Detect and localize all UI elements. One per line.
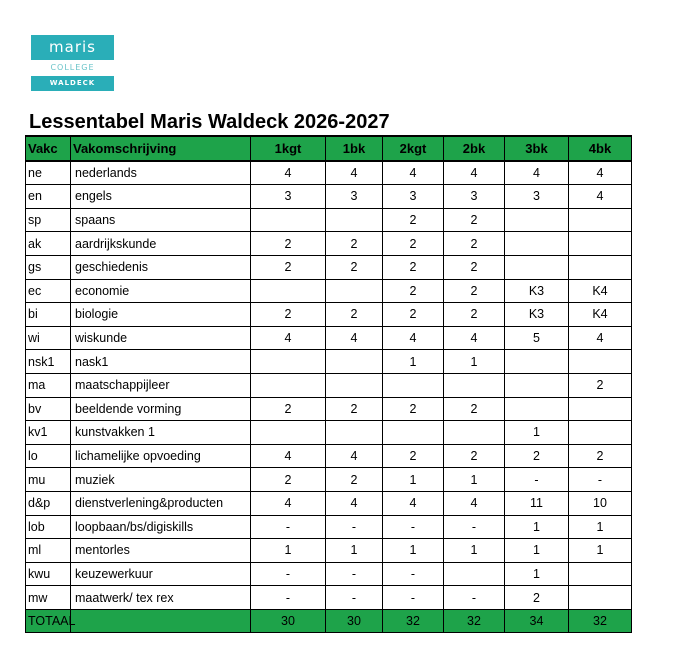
subject-name-cell: lichamelijke opvoeding bbox=[71, 444, 251, 468]
subject-code-cell: ec bbox=[26, 279, 71, 303]
subject-name-cell: biologie bbox=[71, 303, 251, 327]
hours-cell bbox=[251, 421, 326, 445]
hours-cell: 2 bbox=[326, 232, 383, 256]
hours-cell: 1 bbox=[569, 515, 632, 539]
hours-cell: 2 bbox=[383, 279, 444, 303]
hours-cell: 1 bbox=[444, 468, 505, 492]
header-cell-1bk: 1bk bbox=[326, 136, 383, 161]
hours-cell bbox=[444, 562, 505, 586]
hours-cell: 4 bbox=[569, 326, 632, 350]
hours-cell: 4 bbox=[326, 491, 383, 515]
subject-name-cell: loopbaan/bs/digiskills bbox=[71, 515, 251, 539]
table-row bbox=[26, 326, 632, 350]
hours-cell: - bbox=[251, 515, 326, 539]
hours-cell: 3 bbox=[505, 185, 569, 209]
header-cell-vakomschrijving: Vakomschrijving bbox=[71, 136, 251, 161]
hours-cell: 3 bbox=[383, 185, 444, 209]
hours-cell: 1 bbox=[505, 421, 569, 445]
hours-cell: 1 bbox=[251, 539, 326, 563]
hours-cell: - bbox=[569, 468, 632, 492]
hours-cell bbox=[569, 255, 632, 279]
header-cell-1kgt: 1kgt bbox=[251, 136, 326, 161]
table-row bbox=[26, 161, 632, 185]
hours-cell: 4 bbox=[251, 491, 326, 515]
subject-name-cell: kunstvakken 1 bbox=[71, 421, 251, 445]
hours-cell bbox=[326, 279, 383, 303]
hours-cell: 2 bbox=[251, 397, 326, 421]
hours-cell: 4 bbox=[383, 491, 444, 515]
hours-cell: - bbox=[326, 515, 383, 539]
table-row bbox=[26, 350, 632, 374]
hours-cell: 1 bbox=[383, 539, 444, 563]
hours-cell: 1 bbox=[383, 468, 444, 492]
hours-cell: - bbox=[383, 586, 444, 610]
hours-cell: 1 bbox=[569, 539, 632, 563]
hours-cell: 4 bbox=[251, 444, 326, 468]
hours-cell bbox=[251, 350, 326, 374]
subject-name-cell: dienstverlening&producten bbox=[71, 491, 251, 515]
subject-code-cell: bi bbox=[26, 303, 71, 327]
hours-cell bbox=[505, 232, 569, 256]
hours-cell: 5 bbox=[505, 326, 569, 350]
table-row bbox=[26, 373, 632, 397]
hours-cell: 2 bbox=[444, 279, 505, 303]
hours-cell bbox=[569, 562, 632, 586]
hours-cell bbox=[569, 232, 632, 256]
subject-name-cell: maatschappijleer bbox=[71, 373, 251, 397]
table-row bbox=[26, 279, 632, 303]
table-row bbox=[26, 562, 632, 586]
hours-cell: 1 bbox=[444, 350, 505, 374]
hours-cell: - bbox=[326, 562, 383, 586]
hours-cell bbox=[251, 208, 326, 232]
hours-cell: 4 bbox=[569, 185, 632, 209]
table-row bbox=[26, 539, 632, 563]
table-row bbox=[26, 232, 632, 256]
subject-code-cell: ak bbox=[26, 232, 71, 256]
hours-cell: 1 bbox=[505, 539, 569, 563]
hours-cell bbox=[251, 373, 326, 397]
hours-cell: 1 bbox=[505, 562, 569, 586]
hours-cell: 4 bbox=[505, 161, 569, 185]
hours-cell: 2 bbox=[251, 232, 326, 256]
hours-cell: 2 bbox=[444, 397, 505, 421]
hours-cell: - bbox=[505, 468, 569, 492]
hours-cell: K3 bbox=[505, 279, 569, 303]
subject-name-cell: beeldende vorming bbox=[71, 397, 251, 421]
hours-cell bbox=[505, 255, 569, 279]
hours-cell: 2 bbox=[505, 586, 569, 610]
hours-cell: - bbox=[251, 586, 326, 610]
table-row bbox=[26, 421, 632, 445]
subject-name-cell: spaans bbox=[71, 208, 251, 232]
subject-code-cell: bv bbox=[26, 397, 71, 421]
hours-cell: 2 bbox=[251, 303, 326, 327]
total-cell: 30 bbox=[251, 609, 326, 633]
table-header-row bbox=[26, 136, 632, 161]
subject-name-cell: mentorles bbox=[71, 539, 251, 563]
hours-cell: - bbox=[383, 515, 444, 539]
subject-name-cell: economie bbox=[71, 279, 251, 303]
hours-cell bbox=[326, 208, 383, 232]
hours-cell bbox=[326, 421, 383, 445]
hours-cell: 2 bbox=[383, 255, 444, 279]
subject-code-cell: sp bbox=[26, 208, 71, 232]
table-row bbox=[26, 586, 632, 610]
hours-cell: 2 bbox=[444, 255, 505, 279]
header-cell-2bk: 2bk bbox=[444, 136, 505, 161]
logo-subtitle: COLLEGE bbox=[50, 63, 95, 72]
hours-cell: - bbox=[383, 562, 444, 586]
hours-cell: 4 bbox=[326, 444, 383, 468]
subject-code-cell: ma bbox=[26, 373, 71, 397]
subject-code-cell: gs bbox=[26, 255, 71, 279]
hours-cell bbox=[251, 279, 326, 303]
subject-code-cell: ne bbox=[26, 161, 71, 185]
hours-cell: 1 bbox=[444, 539, 505, 563]
hours-cell: 2 bbox=[251, 468, 326, 492]
hours-cell bbox=[383, 373, 444, 397]
hours-cell bbox=[505, 397, 569, 421]
hours-cell bbox=[326, 350, 383, 374]
hours-cell: 4 bbox=[251, 161, 326, 185]
hours-cell: 2 bbox=[444, 303, 505, 327]
hours-cell: K3 bbox=[505, 303, 569, 327]
hours-cell: 2 bbox=[444, 208, 505, 232]
subject-code-cell: wi bbox=[26, 326, 71, 350]
hours-cell bbox=[444, 421, 505, 445]
logo-location: WALDECK bbox=[31, 76, 114, 91]
hours-cell: K4 bbox=[569, 303, 632, 327]
hours-cell: 2 bbox=[383, 303, 444, 327]
hours-cell bbox=[569, 208, 632, 232]
subject-code-cell: d&p bbox=[26, 491, 71, 515]
total-row bbox=[26, 609, 632, 633]
subject-name-cell: wiskunde bbox=[71, 326, 251, 350]
table-row bbox=[26, 491, 632, 515]
subject-name-cell: engels bbox=[71, 185, 251, 209]
hours-cell bbox=[444, 373, 505, 397]
hours-cell bbox=[383, 421, 444, 445]
hours-cell: 2 bbox=[444, 444, 505, 468]
hours-cell: 2 bbox=[505, 444, 569, 468]
table-row bbox=[26, 515, 632, 539]
hours-cell: 4 bbox=[444, 161, 505, 185]
total-cell: 32 bbox=[569, 609, 632, 633]
total-cell: 30 bbox=[326, 609, 383, 633]
hours-cell: - bbox=[251, 562, 326, 586]
hours-cell: 11 bbox=[505, 491, 569, 515]
hours-cell: 10 bbox=[569, 491, 632, 515]
total-cell bbox=[71, 609, 251, 633]
total-cell: 34 bbox=[505, 609, 569, 633]
subject-code-cell: mw bbox=[26, 586, 71, 610]
subject-code-cell: en bbox=[26, 185, 71, 209]
hours-cell bbox=[326, 373, 383, 397]
table-row bbox=[26, 255, 632, 279]
table-row bbox=[26, 303, 632, 327]
subject-name-cell: muziek bbox=[71, 468, 251, 492]
hours-cell: - bbox=[444, 586, 505, 610]
header-cell-2kgt: 2kgt bbox=[383, 136, 444, 161]
hours-cell bbox=[569, 421, 632, 445]
hours-cell: 1 bbox=[505, 515, 569, 539]
maris-college-logo bbox=[31, 35, 114, 91]
hours-cell: 4 bbox=[326, 161, 383, 185]
hours-cell: 2 bbox=[326, 255, 383, 279]
hours-cell: K4 bbox=[569, 279, 632, 303]
hours-cell: 2 bbox=[383, 444, 444, 468]
hours-cell: 4 bbox=[326, 326, 383, 350]
hours-cell bbox=[505, 208, 569, 232]
total-cell: 32 bbox=[383, 609, 444, 633]
subject-code-cell: ml bbox=[26, 539, 71, 563]
subject-name-cell: nederlands bbox=[71, 161, 251, 185]
subject-code-cell: mu bbox=[26, 468, 71, 492]
hours-cell: 2 bbox=[444, 232, 505, 256]
hours-cell: 4 bbox=[444, 326, 505, 350]
hours-cell: 1 bbox=[383, 350, 444, 374]
hours-cell: 2 bbox=[569, 373, 632, 397]
hours-cell: 2 bbox=[326, 397, 383, 421]
subject-name-cell: keuzewerkuur bbox=[71, 562, 251, 586]
subject-code-cell: kwu bbox=[26, 562, 71, 586]
hours-cell: 1 bbox=[326, 539, 383, 563]
subject-code-cell: lob bbox=[26, 515, 71, 539]
subject-name-cell: nask1 bbox=[71, 350, 251, 374]
total-label: TOTAAL bbox=[26, 609, 71, 633]
header-cell-3bk: 3bk bbox=[505, 136, 569, 161]
subject-code-cell: nsk1 bbox=[26, 350, 71, 374]
total-cell: 32 bbox=[444, 609, 505, 633]
hours-cell: 4 bbox=[383, 161, 444, 185]
hours-cell: 2 bbox=[569, 444, 632, 468]
hours-cell: 2 bbox=[251, 255, 326, 279]
hours-cell bbox=[505, 350, 569, 374]
page-title: Lessentabel Maris Waldeck 2026-2027 bbox=[29, 111, 390, 133]
header-cell-vakcode: Vakc bbox=[26, 136, 71, 161]
hours-cell: 3 bbox=[444, 185, 505, 209]
subject-name-cell: geschiedenis bbox=[71, 255, 251, 279]
table-row bbox=[26, 468, 632, 492]
hours-cell: 2 bbox=[326, 468, 383, 492]
table-row bbox=[26, 444, 632, 468]
subject-name-cell: maatwerk/ tex rex bbox=[71, 586, 251, 610]
hours-cell bbox=[569, 586, 632, 610]
table-row bbox=[26, 185, 632, 209]
lessentabel-table bbox=[25, 135, 632, 633]
subject-code-cell: lo bbox=[26, 444, 71, 468]
header-cell-4bk: 4bk bbox=[569, 136, 632, 161]
subject-code-cell: kv1 bbox=[26, 421, 71, 445]
hours-cell: 4 bbox=[251, 326, 326, 350]
hours-cell: 2 bbox=[326, 303, 383, 327]
hours-cell: - bbox=[326, 586, 383, 610]
table-row bbox=[26, 208, 632, 232]
hours-cell: - bbox=[444, 515, 505, 539]
logo-wordmark: maris bbox=[31, 35, 114, 60]
hours-cell: 2 bbox=[383, 397, 444, 421]
table-row bbox=[26, 397, 632, 421]
hours-cell: 2 bbox=[383, 232, 444, 256]
subject-name-cell: aardrijkskunde bbox=[71, 232, 251, 256]
hours-cell bbox=[569, 350, 632, 374]
hours-cell: 2 bbox=[383, 208, 444, 232]
hours-cell: 4 bbox=[383, 326, 444, 350]
hours-cell bbox=[505, 373, 569, 397]
hours-cell: 3 bbox=[326, 185, 383, 209]
hours-cell bbox=[569, 397, 632, 421]
hours-cell: 4 bbox=[569, 161, 632, 185]
hours-cell: 4 bbox=[444, 491, 505, 515]
hours-cell: 3 bbox=[251, 185, 326, 209]
